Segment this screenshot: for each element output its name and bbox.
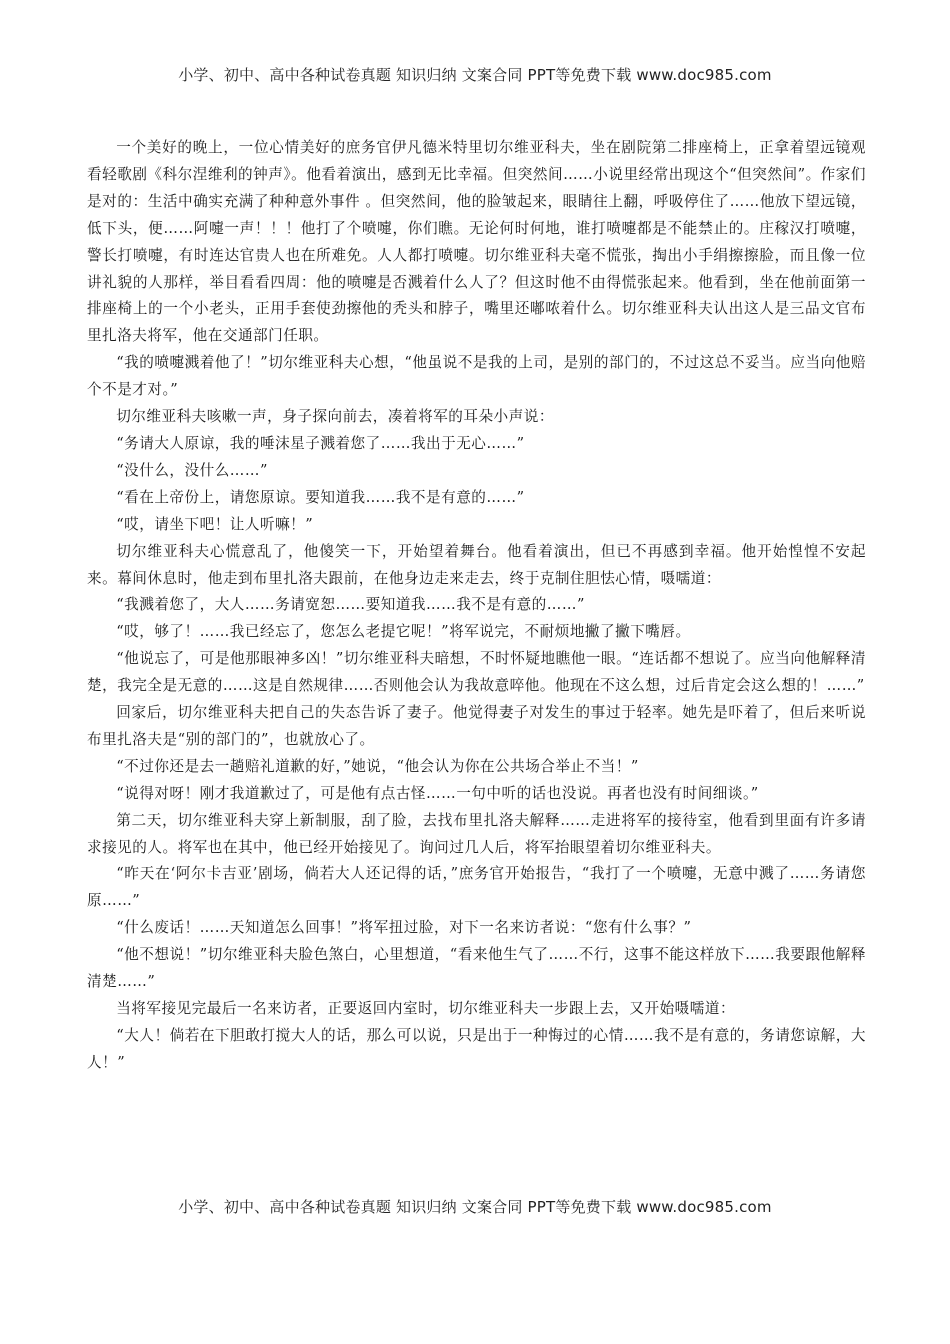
paragraph: “哎，够了！……我已经忘了，您怎么老提它呢！”将军说完，不耐烦地撇了撇下嘴唇。	[116, 623, 691, 641]
page-header: 小学、初中、高中各种试卷真题 知识归纳 文案合同 PPT等免费下载 www.doc985.com	[178, 66, 772, 84]
page-footer: 小学、初中、高中各种试卷真题 知识归纳 文案合同 PPT等免费下载 www.doc985.com	[178, 1198, 772, 1216]
paragraph: “务请大人原谅，我的唾沫星子溅着您了……我出于无心……”	[116, 434, 525, 452]
paragraph: 切尔维亚科夫咳嗽一声，身子探向前去，凑着将军的耳朵小声说：	[116, 408, 554, 426]
paragraph: “不过你还是去一趟赔礼道歉的好，”她说，“他会认为你在公共场合举止不当！”	[116, 757, 639, 775]
paragraph: “我的喷嚏溅着他了！”切尔维亚科夫心想，“他虽说不是我的上司，是别的部门的，不过这总不妥当。应当向他赔个不是才对。”	[87, 354, 866, 399]
paragraph: “大人！倘若在下胆敢打搅大人的话，那么可以说，只是出于一种悔过的心情……我不是有意的，务请您谅解，大人！”	[87, 1026, 866, 1071]
story-text	[87, 135, 866, 1077]
paragraph: “没什么，没什么……”	[116, 461, 268, 479]
paragraph: 第二天，切尔维亚科夫穿上新制服，刮了脸，去找布里扎洛夫解释……走进将军的接待室，他看到里面有许多请求接见的人。将军也在其中，他已经开始接见了。询问过几人后，将军抬眼望着切尔维亚科夫。	[87, 811, 866, 856]
paragraph: “说得对呀！刚才我道歉过了，可是他有点古怪……一句中听的话也没说。再者也没有时间细谈。”	[116, 784, 759, 802]
paragraph: “我溅着您了，大人……务请宽恕……要知道我……我不是有意的……”	[116, 596, 585, 614]
paragraph: 切尔维亚科夫心慌意乱了，他傻笑一下，开始望着舞台。他看着演出，但已不再感到幸福。他开始惶惶不安起来。幕间休息时，他走到布里扎洛夫跟前，在他身边走来走去，终于克制住胆怯心情，嗫嚅道：	[87, 542, 866, 587]
paragraph: “看在上帝份上，请您原谅。要知道我……我不是有意的……”	[116, 488, 525, 506]
paragraph: “什么废话！……天知道怎么回事！”将军扭过脸，对下一名来访者说：“您有什么事？”	[116, 919, 692, 937]
paragraph: “昨天在‘阿尔卡吉亚’剧场，倘若大人还记得的话，”庶务官开始报告，“我打了一个喷嚏，无意中溅了……务请您原……”	[87, 865, 866, 910]
paragraph: 一个美好的晚上，一位心情美好的庶务官伊凡德米特里切尔维亚科夫，坐在剧院第二排座椅上，正拿着望远镜观看轻歌剧《科尔涅维利的钟声》。他看着演出，感到无比幸福。但突然间……小说里经常出现这个“但突然间”。作家们是对的：生活中确实充满了种种意外事件 。但突然间，他的脸皱起来，眼睛往上翻，呼吸停住了……他放下望远镜，低下头，便……阿嚏一声！！！他打了个喷嚏，你们瞧。无论何时何地，谁打喷嚏都是不能禁止的。庄稼汉打喷嚏，警长打喷嚏，有时连达官贵人也在所难免。人人都打喷嚏。切尔维亚科夫毫不慌张，掏出小手绢擦擦脸，而且像一位讲礼貌的人那样，举目看看四周：他的喷嚏是否溅着什么人了？但这时他不由得慌张起来。他看到，坐在他前面第一排座椅上的一个小老头，正用手套使劲擦他的秃头和脖子，嘴里还嘟哝着什么。切尔维亚科夫认出这人是三品文官布里扎洛夫将军，他在交通部门任职。	[87, 139, 866, 345]
paragraph: “他不想说！”切尔维亚科夫脸色煞白，心里想道，“看来他生气了……不行，这事不能这样放下……我要跟他解释清楚……”	[87, 946, 866, 991]
paragraph: 当将军接见完最后一名来访者，正要返回内室时，切尔维亚科夫一步跟上去，又开始嗫嚅道：	[116, 1000, 736, 1017]
paragraph: “他说忘了，可是他那眼神多凶！”切尔维亚科夫暗想，不时怀疑地瞧他一眼。“连话都不想说了。应当向他解释清楚，我完全是无意的……这是自然规律……否则他会认为我故意啐他。他现在不这么想，过后肯定会这么想的！……”	[87, 650, 866, 695]
paragraph: 回家后，切尔维亚科夫把自己的失态告诉了妻子。他觉得妻子对发生的事过于轻率。她先是吓着了，但后来听说布里扎洛夫是“别的部门的”，也就放心了。	[87, 704, 866, 748]
paragraph: “哎，请坐下吧！让人听嘛！”	[116, 515, 314, 533]
